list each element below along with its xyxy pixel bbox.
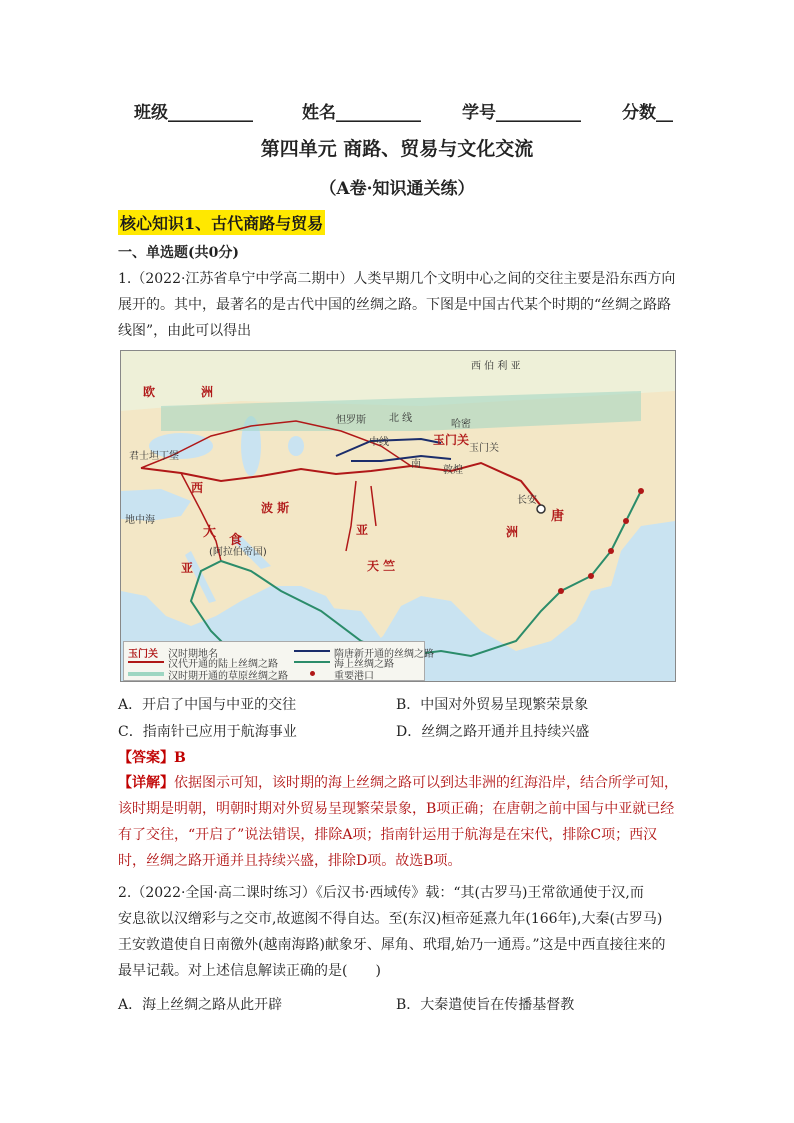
question-2-line: 安息欲以汉缯彩与之交市,故遮阂不得自达。至(东汉)桓帝延熹九年(166年),大秦(古罗马) [118, 911, 663, 927]
question-1-line: 展开的。其中，最著名的是古代中国的丝绸之路。下图是中国古代某个时期的“丝绸之路路 [118, 297, 672, 313]
map-label-yumen-red: 玉门关 [433, 433, 470, 447]
q1-explanation-text: 依据图示可知，该时期的海上丝绸之路可以到达非洲的红海沿岸，结合所学可知， [174, 775, 678, 791]
map-label-changan: 长安 [517, 495, 537, 506]
silk-road-map [120, 350, 676, 682]
legend-land: 汉代开通的陆上丝绸之路 [168, 659, 278, 670]
legend-grass-swatch [128, 672, 164, 676]
map-label-mediterranean: 地中海 [125, 515, 155, 526]
student-id-field: 学号__________ [462, 103, 581, 123]
map-label-dashi-2: 食 [229, 533, 243, 548]
map-label-europe: 欧 [143, 385, 156, 399]
legend-port: 重要港口 [334, 671, 374, 682]
map-label-south-line: 南 [411, 459, 421, 470]
map-label-dunhuang: 敦煌 [443, 465, 463, 476]
knowledge-heading [118, 210, 325, 235]
q1-explanation-line: 该时期是明朝，明朝时期对外贸易呈现繁荣景象，B项正确；在唐朝之前中国与中亚就已经 [118, 801, 675, 817]
q1-explanation-line: 时，丝绸之路开通并且持续兴盛，排除D项。故选B项。 [118, 853, 462, 869]
legend-grass: 汉时期开通的草原丝绸之路 [168, 671, 288, 682]
map-label-talas: 怛罗斯 [336, 415, 366, 426]
map-label-west: 西 [191, 481, 204, 495]
map-label-central-line: 中线 [369, 437, 389, 448]
map-label-zhou: 洲 [506, 525, 519, 539]
page-title: 第四单元 商路、贸易与文化交流 [260, 138, 534, 160]
knowledge-text: 1、古代商路与贸易 [184, 214, 324, 233]
legend-port-dot [310, 671, 315, 676]
legend-sea: 海上丝绸之路 [334, 659, 394, 670]
legend-place-desc: 汉时期地名 [168, 649, 218, 660]
legend-place-sample: 玉门关 [128, 649, 158, 660]
page-subtitle: （A卷·知识通关练） [319, 179, 475, 199]
map-label-hami: 哈密 [451, 419, 471, 430]
score-field: 分数__ [622, 103, 673, 123]
q1-answer: 【答案】B [118, 750, 186, 766]
map-label-tang: 唐 [551, 509, 565, 524]
q2-option-b[interactable]: B．大秦遣使旨在传播基督教 [396, 997, 575, 1013]
q1-explanation-line [118, 770, 678, 796]
map-label-dashi: 大 [203, 525, 217, 540]
map-label-arabia: (阿拉伯帝国) [209, 547, 267, 558]
question-1-stem [118, 266, 678, 344]
map-label-europe-2: 洲 [201, 385, 214, 399]
legend-new-route: 隋唐新开通的丝绸之路 [334, 649, 434, 660]
question-2-line: 最早记载。对上述信息解读正确的是( ) [118, 963, 381, 979]
q1-option-a[interactable]: A．开启了中国与中亚的交往 [118, 697, 297, 713]
q1-option-d[interactable]: D．丝绸之路开通并且持续兴盛 [396, 724, 590, 740]
map-label-asia: 亚 [356, 523, 369, 537]
map-label-constantinople: 君士坦丁堡 [129, 451, 179, 462]
map-label-tianzhu: 天 竺 [367, 559, 396, 573]
q1-option-c[interactable]: C．指南针已应用于航海事业 [118, 724, 297, 740]
knowledge-label: 核心知识 [120, 214, 185, 233]
map-label-africa: 亚 [181, 561, 194, 575]
map-legend [123, 641, 434, 682]
map-label-yumen: 玉门关 [469, 443, 499, 454]
q1-explanation-line: 有了交往，“开启了”说法错误，排除A项；指南针运用于航海是在宋代，排除C项；西汉 [118, 827, 658, 843]
q1-option-b[interactable]: B．中国对外贸易呈现繁荣景象 [396, 697, 589, 713]
question-1-line: 1.（2022·江苏省阜宁中学高二期中）人类早期几个文明中心之间的交往主要是沿东西方向 [118, 271, 676, 287]
q1-explanation [118, 770, 678, 874]
q2-option-a[interactable]: A．海上丝绸之路从此开辟 [118, 997, 283, 1013]
legend-sea-line [294, 661, 330, 663]
name-field: 姓名__________ [302, 103, 421, 123]
q1-explanation-tag: 【详解】 [118, 775, 174, 791]
question-2-line: 王安敦遣使自日南徼外(越南海路)献象牙、犀角、玳瑁,始乃一通焉。”这是中西直接往来的 [118, 937, 666, 953]
class-field: 班级__________ [134, 103, 253, 123]
header-line [0, 98, 794, 124]
map-label-persia: 波 斯 [261, 501, 290, 515]
question-2-line: 2.（2022·全国·高二课时练习）《后汉书·西域传》载：“其(古罗马)王常欲通使于汉,而 [118, 885, 644, 901]
legend-new-route-line [294, 650, 330, 652]
map-label-north-line: 北 线 [389, 413, 413, 424]
section-heading: 一、单选题(共0分) [118, 245, 239, 261]
legend-land-line [128, 661, 164, 663]
map-graphic [121, 351, 675, 681]
map-label-siberia: 西 伯 利 亚 [471, 361, 521, 372]
question-2-stem [118, 880, 678, 984]
question-1-line: 线图”，由此可以得出 [118, 323, 252, 339]
